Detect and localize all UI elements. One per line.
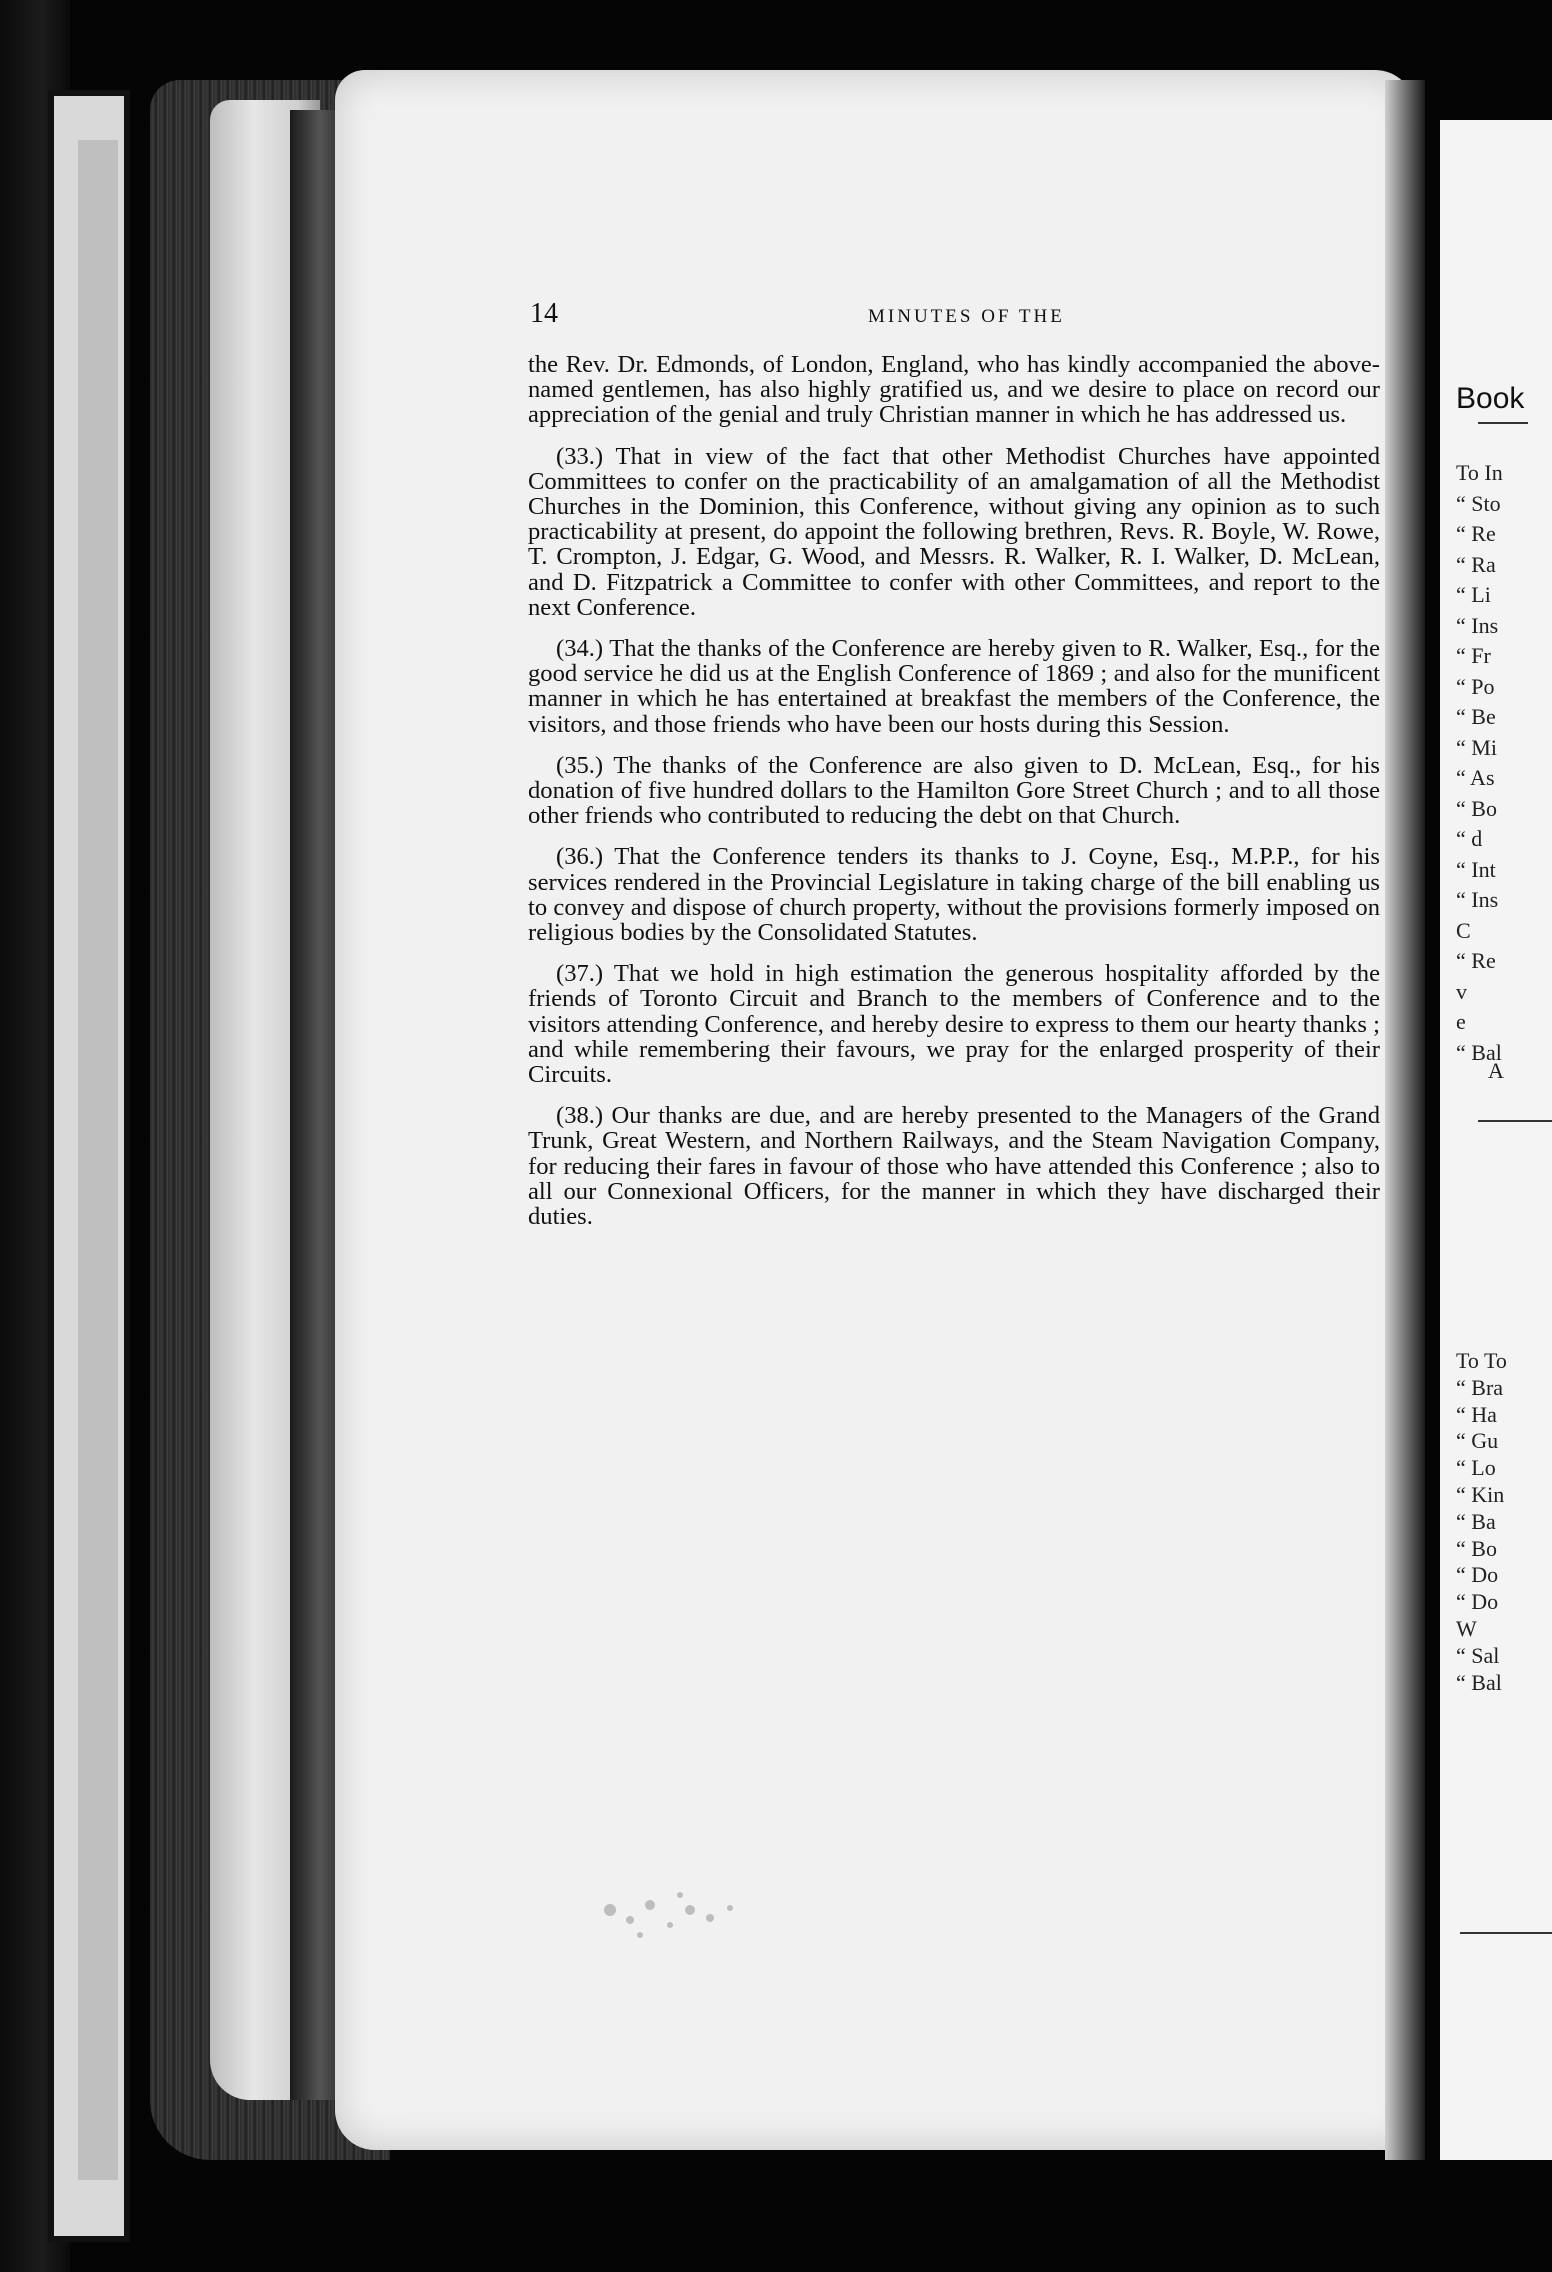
right-page-list-line: “ Ha — [1456, 1401, 1497, 1427]
right-page-list-line: “ Sto — [1456, 490, 1501, 516]
right-page-list-line: “ Be — [1456, 704, 1496, 729]
right-page-list-line: To In — [1456, 460, 1503, 485]
right-page-list-line: “ Bal — [1456, 1669, 1502, 1695]
right-page-list-line: “ Bo — [1456, 795, 1497, 821]
right-page-list-line: “ Lo — [1456, 1455, 1496, 1481]
scanner-frame-inner — [78, 140, 118, 2180]
right-page-list-line: “ Do — [1456, 1589, 1499, 1615]
right-page-list-line: “ Sal — [1456, 1642, 1500, 1668]
right-page-rule-2 — [1478, 1120, 1552, 1122]
right-page-list-line: e — [1456, 1009, 1466, 1034]
paragraph-34: (34.) That the thanks of the Conference are hereby given to R. Walker, Esq., for the good service he did us at the English Conference of 1869 ; and also for the munificent manner in which he has entertained at breakfast the members of the Conference, the visitors, and those friends who have been our hosts during this Session. — [528, 635, 1380, 738]
right-page-list-line: “ Li — [1456, 582, 1491, 607]
paragraph-33: (33.) That in view of the fact that other Methodist Churches have appointed Committees to confer on the practicability of an amalgamation of all the Methodist Churches in the Dominion, this Conference, without giving any opinion as to such practicability at present, do appoint the following brethren, Revs. R. Boyle, W. Rowe, T. Crompton, J. Edgar, G. Wood, and Messrs. R. Walker, R. I. Walker, D. McLean, and D. Fitzpatrick a Committee to confer with other Committees, and report to the next Conference. — [528, 442, 1380, 621]
right-page-list-line: “ Fr — [1456, 643, 1491, 668]
right-page-title: Book — [1456, 382, 1525, 415]
right-page-list-line: “ Bra — [1456, 1374, 1504, 1400]
paragraph-37: (37.) That we hold in high estimation the generous hospitality afforded by the friends of Toronto Circuit and Branch to the members of Conference and to the visitors attending Conference, and hereby desire to express to them our hearty thanks ; and while remembering their favours, we pray for the enlarged prosperity of their Circuits. — [528, 960, 1380, 1089]
paragraph-continuation: the Rev. Dr. Edmonds, of London, England, who has kindly accompanied the above-named gentlemen, has also highly gratified us, and we desire to place on record our appreciation of the genial and truly Christian manner in which he has addressed us. — [528, 351, 1380, 429]
right-page-list-line: “ Re — [1456, 948, 1496, 973]
right-page-list-line: “ Gu — [1456, 1428, 1499, 1454]
right-page-rule-3 — [1460, 1932, 1552, 1934]
right-page-list-line: “ Ins — [1456, 887, 1499, 912]
faded-stamp-mark — [570, 1880, 770, 1950]
right-page-rule — [1478, 422, 1528, 424]
right-page-list-line: “ Ba — [1456, 1508, 1496, 1534]
paragraph-36: (36.) That the Conference tenders its thanks to J. Coyne, Esq., M.P.P., for his services rendered in the Provincial Legislature in taking charge of the bill enabling us to convey and dispose of church property, without the provisions formerly imposed on religious bodies by the Consolidated Statutes. — [528, 843, 1380, 947]
right-page-list-line: “ Ra — [1456, 551, 1496, 577]
right-page-list-line: “ Kin — [1456, 1482, 1505, 1507]
paragraph-38: (38.) Our thanks are due, and are hereby presented to the Managers of the Grand Trunk, Great Western, and Northern Railways, and the Steam Navigation Company, for reducing their fares in favour of those who have attended this Conference ; also to all our Connexional Officers, for the manner in which they have discharged their duties. — [528, 1102, 1380, 1231]
book-gutter — [1385, 80, 1425, 2160]
adjacent-right-page — [1440, 120, 1552, 2160]
right-page-list-line: “ Bal — [1456, 1039, 1502, 1065]
right-page-list-line: “ Do — [1456, 1562, 1499, 1588]
right-page-mid-label: A — [1488, 1058, 1504, 1083]
right-page-list-line: “ d — [1456, 826, 1483, 851]
right-page-list-line: W — [1456, 1616, 1477, 1641]
right-page-list-line: “ Bo — [1456, 1535, 1497, 1561]
right-page-list-line: “ Mi — [1456, 734, 1497, 760]
right-page-list-line: “ Re — [1456, 521, 1496, 546]
right-page-list-line: “ As — [1456, 765, 1495, 790]
right-page-list-line: To To — [1456, 1348, 1507, 1373]
running-head: MINUTES OF THE — [868, 306, 1065, 327]
paragraph-35: (35.) The thanks of the Conference are also given to D. McLean, Esq., for his donation of five hundred dollars to the Hamilton Gore Street Church ; and to all those other friends who contributed to reducing the debt on that Church. — [528, 751, 1380, 830]
page-number: 14 — [530, 298, 558, 329]
page-body — [528, 352, 1380, 1245]
right-page-list-line: v — [1456, 978, 1467, 1004]
right-page-list-line: “ Po — [1456, 673, 1495, 699]
right-page-list-line: “ Ins — [1456, 612, 1499, 638]
right-page-list-line: “ Int — [1456, 856, 1496, 882]
right-page-list-line: C — [1456, 917, 1471, 943]
